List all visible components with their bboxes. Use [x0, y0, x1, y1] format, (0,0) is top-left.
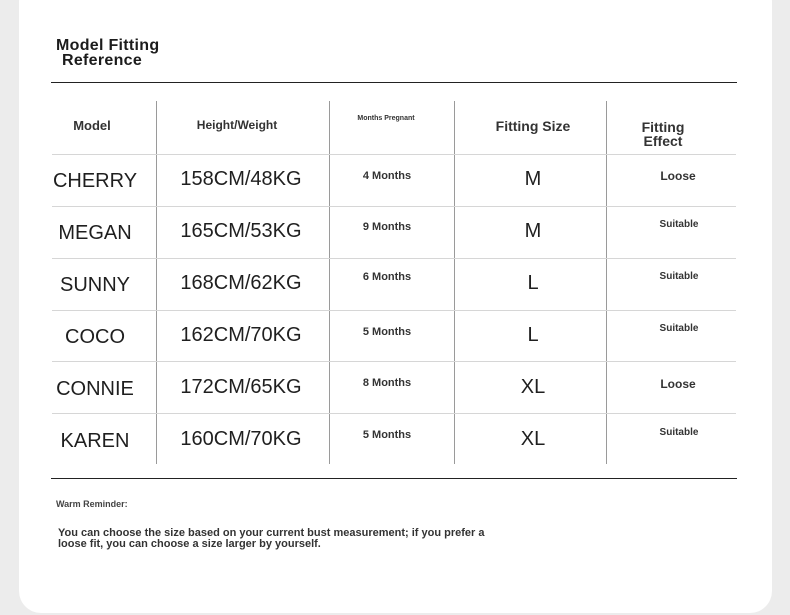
title-line-2: Reference: [62, 52, 143, 69]
cell-effect: Loose: [660, 169, 696, 183]
column-divider: [606, 101, 607, 464]
cell-size: M: [524, 168, 542, 190]
cell-months: 9 Months: [362, 221, 412, 233]
cell-height-weight: 172CM/65KG: [180, 376, 302, 398]
cell-effect: Suitable: [659, 271, 699, 282]
cell-effect: Suitable: [659, 323, 699, 334]
cell-model: COCO: [65, 326, 125, 348]
row-divider: [52, 206, 736, 207]
column-divider: [454, 101, 455, 464]
header-fitting-effect: [620, 120, 706, 148]
cell-months: 8 Months: [362, 377, 412, 389]
reminder-label: Warm Reminder:: [56, 499, 128, 509]
header-fitting-effect-line-1: Fitting: [641, 119, 685, 135]
row-divider: [52, 258, 736, 259]
header-model: Model: [73, 118, 111, 133]
cell-effect: Suitable: [659, 427, 699, 438]
cell-months: 6 Months: [362, 271, 412, 283]
cell-height-weight: 165CM/53KG: [180, 220, 302, 242]
cell-height-weight: 162CM/70KG: [180, 324, 302, 346]
cell-height-weight: 168CM/62KG: [180, 272, 302, 294]
cell-size: XL: [520, 376, 546, 398]
top-rule: [51, 82, 737, 83]
row-divider: [52, 154, 736, 155]
cell-size: L: [527, 272, 539, 294]
header-fitting-size: Fitting Size: [495, 118, 571, 134]
header-months-pregnant: Months Pregnant: [357, 115, 415, 122]
row-divider: [52, 361, 736, 362]
title-line-1: Model Fitting: [56, 37, 160, 54]
cell-model: MEGAN: [58, 222, 132, 244]
cell-months: 5 Months: [362, 326, 412, 338]
column-divider: [329, 101, 330, 464]
cell-months: 5 Months: [362, 429, 412, 441]
cell-model: CONNIE: [56, 378, 134, 400]
size-card: [19, 0, 772, 613]
header-fitting-effect-line-2: Effect: [643, 133, 683, 149]
cell-height-weight: 158CM/48KG: [180, 168, 302, 190]
row-divider: [52, 413, 736, 414]
header-height-weight: Height/Weight: [196, 118, 278, 132]
cell-model: SUNNY: [59, 274, 130, 296]
reminder-text: You can choose the size based on your current bust measurement; if you prefer a loose fit, you can choose a size larger by yourself.: [58, 527, 485, 550]
cell-model: KAREN: [60, 430, 130, 452]
cell-size: XL: [520, 428, 546, 450]
cell-size: L: [527, 324, 539, 346]
cell-effect: Suitable: [659, 219, 699, 230]
row-divider: [52, 310, 736, 311]
column-divider: [156, 101, 157, 464]
cell-size: M: [524, 220, 542, 242]
cell-months: 4 Months: [362, 170, 412, 182]
bottom-rule: [51, 478, 737, 479]
cell-effect: Loose: [660, 377, 696, 391]
page-title: [56, 38, 159, 68]
cell-height-weight: 160CM/70KG: [180, 428, 302, 450]
cell-model: CHERRY: [52, 170, 138, 192]
